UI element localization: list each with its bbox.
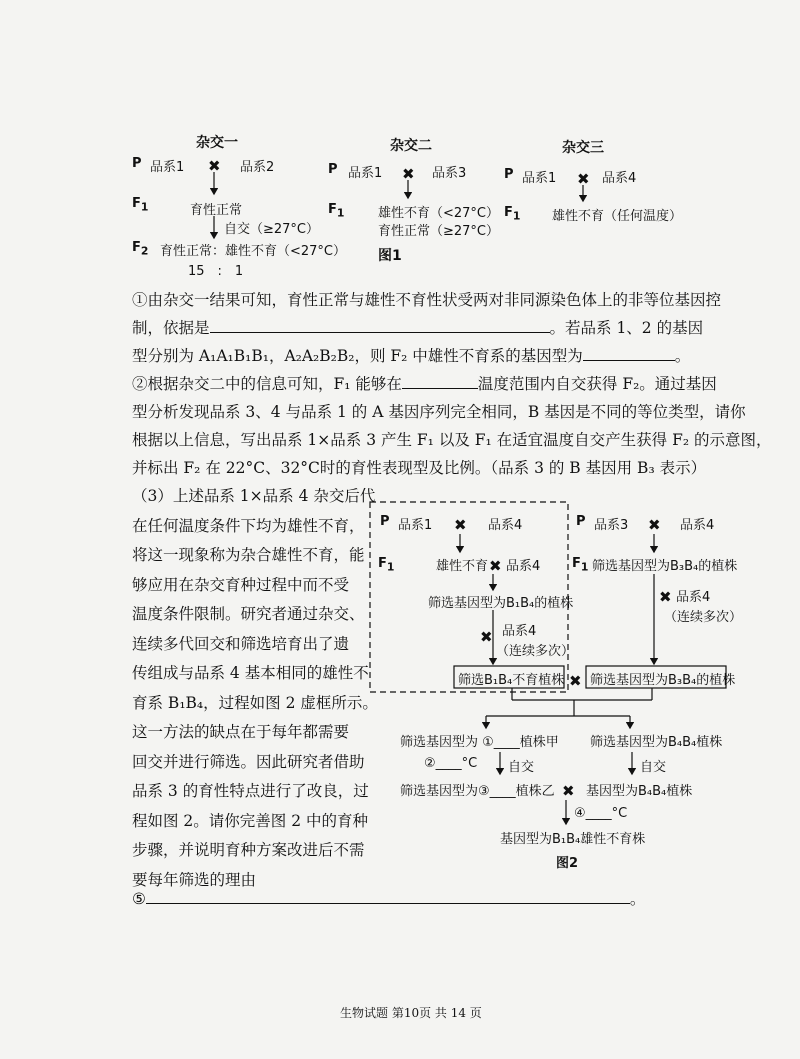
q2-line4: 并标出 F₂ 在 22°C、32°C时的育性表现型及比例。（品系 3 的 B 基因用 B₃ 表示） — [132, 459, 707, 477]
fig2-left-backcross2: 品系4 — [502, 624, 537, 639]
cross1-selfing: 自交（≥27°C） — [224, 222, 320, 237]
q1-line1: ①由杂交一结果可知，育性正常与雄性不育性状受两对非同源染色体上的非等位基因控 — [132, 291, 722, 309]
fig2-row5: 基因型为B₁B₄雄性不育株 — [500, 832, 646, 847]
cross3-parent1: 品系1 — [522, 171, 557, 186]
fig2-left-f1-value: 雄性不育 — [436, 559, 489, 574]
cross3-p-label: P — [504, 167, 514, 182]
fig2-left-cross-icon: ✖ — [454, 516, 467, 534]
q5-answer-line: ⑤ 。 — [132, 885, 645, 913]
fig2-right-backcross: 品系4 — [676, 590, 711, 605]
page-footer: 生物试题 第10页 共 14 页 — [340, 1006, 482, 1020]
fig2-right-repeat: （连续多次） — [664, 610, 743, 625]
cross2-p-label: P — [328, 162, 338, 177]
q3-line: 传组成与品系 4 基本相同的雄性不 — [132, 664, 369, 682]
cross2-parent2: 品系3 — [432, 166, 467, 181]
fig2-right-result: 筛选基因型为B₃B₄的植株 — [590, 673, 736, 688]
fig2-row1-left: 筛选基因型为 ①____植株甲 — [400, 735, 559, 750]
q3-line: （3）上述品系 1×品系 4 杂交后代 — [132, 487, 376, 505]
q3-line: 育系 B₁B₄，过程如图 2 虚框所示。 — [132, 693, 378, 712]
fig2-right-select: 筛选基因型为B₃B₄的植株 — [592, 559, 738, 574]
q2-line3: 根据以上信息，写出品系 1×品系 3 产生 F₁ 以及 F₁ 在适宜温度自交产生获得 F₂ 的示意图， — [132, 431, 772, 449]
q3-line: 够应用在杂交育种过程中而不受 — [132, 575, 350, 594]
cross1-f1-label: $F_1$ — [132, 196, 149, 214]
cross1-parent2: 品系2 — [240, 160, 275, 175]
q3-line: 要每年筛选的理由 — [132, 870, 257, 889]
figure-2-caption: 图2 — [556, 856, 579, 871]
fig2-right-parent2: 品系4 — [680, 518, 715, 533]
cross3-parent2: 品系4 — [602, 171, 637, 186]
q1-line3: 型分别为 A₁A₁B₁B₁，A₂A₂B₂B₂，则 F₂ 中雄性不育系的基因型为 。 — [132, 342, 721, 370]
fig2-row2-selfing: 自交 — [508, 760, 535, 775]
fig2-row3-left: 筛选基因型为③____植株乙 — [400, 784, 555, 799]
cross1-p-label: P — [132, 156, 142, 171]
cross2-cross-icon: ✖ — [402, 165, 415, 183]
q3-line: 在任何温度条件下均为雄性不育， — [132, 516, 365, 535]
q2-line1: ②根据杂交二中的信息可知，F₁ 能够在 温度范围内自交获得 F₂。通过基因 — [132, 370, 771, 398]
cross2-title: 杂交二 — [390, 138, 432, 154]
fig2-left-result: 筛选B₁B₄不育植株 — [458, 673, 565, 688]
fig2-merge-cross-icon: ✖ — [569, 672, 582, 690]
fig2-left-backcross: 品系4 — [506, 559, 541, 574]
cross2-parent1: 品系1 — [348, 166, 383, 181]
fig2-right-parent1: 品系3 — [594, 518, 629, 533]
cross1-cross-icon: ✖ — [208, 157, 221, 175]
cross3-title: 杂交三 — [562, 140, 604, 156]
cross1-f2-label: $F_2$ — [132, 240, 149, 258]
q3-line: 步骤，并说明育种方案改进后不需 — [132, 841, 365, 859]
q3-line: 连续多代回交和筛选培育出了遗 — [132, 634, 350, 653]
fig2-left-parent2: 品系4 — [488, 518, 523, 533]
cross1-ratio: 15 : 1 — [188, 264, 244, 279]
q2-line2: 型分析发现品系 3、4 与品系 1 的 A 基因序列完全相同，B 基因是不同的等位类型，请你 — [132, 403, 746, 421]
fig2-left-backcross2-icon: ✖ — [480, 628, 493, 646]
fig2-left-repeat: （连续多次） — [496, 644, 575, 659]
cross3-cross-icon: ✖ — [577, 170, 590, 188]
cross2-f1-label: $F_1$ — [328, 202, 345, 220]
cross1-parent1: 品系1 — [150, 160, 185, 175]
q3-line: 将这一现象称为杂合雄性不育，能 — [132, 546, 365, 564]
fig2-row2-left: ②____°C — [424, 756, 478, 771]
fig2-row4: ④____°C — [574, 806, 628, 821]
fig2-left-p: P — [380, 514, 390, 529]
cross3-f1-label: $F_1$ — [504, 205, 521, 223]
fig2-left-select: 筛选基因型为B₁B₄的植株 — [428, 596, 574, 611]
figure-1-caption: 图1 — [378, 248, 402, 264]
fig2-right-cross-icon: ✖ — [648, 516, 661, 534]
fig2-left-backcross-icon: ✖ — [489, 557, 502, 575]
fig2-right-p: P — [576, 514, 586, 529]
q3-line: 程如图 2。请你完善图 2 中的育种 — [132, 811, 369, 830]
fig2-left-f1: $F_1$ — [378, 556, 395, 574]
cross1-f2-value: 育性正常：雄性不育（<27°C） — [160, 244, 347, 259]
q3-line: 品系 3 的育性特点进行了改良，过 — [132, 782, 369, 800]
cross2-f1-line2: 育性正常（≥27°C） — [378, 224, 500, 239]
fig2-row2-right: 自交 — [640, 760, 667, 775]
cross3-f1-value: 雄性不育（任何温度） — [552, 209, 683, 224]
cross2-f1-line1: 雄性不育（<27°C） — [378, 206, 500, 221]
fig2-row1-right: 筛选基因型为B₄B₄植株 — [590, 735, 723, 750]
fig2-left-parent1: 品系1 — [398, 518, 433, 533]
q3-line: 回交并进行筛选。因此研究者借助 — [132, 752, 365, 771]
q3-line: 温度条件限制。研究者通过杂交、 — [132, 605, 365, 623]
cross1-title: 杂交一 — [196, 135, 238, 151]
fig2-row3-right: 基因型为B₄B₄植株 — [586, 784, 693, 799]
fig2-right-backcross-icon: ✖ — [659, 588, 672, 606]
cross1-f1-value: 育性正常 — [190, 203, 243, 218]
fig2-row3-cross-icon: ✖ — [562, 782, 575, 800]
q1-line2: 制，依据是 。若品系 1、2 的基因 — [132, 314, 721, 342]
fig2-right-f1: $F_1$ — [572, 556, 589, 574]
q3-line: 这一方法的缺点在于每年都需要 — [132, 723, 350, 741]
